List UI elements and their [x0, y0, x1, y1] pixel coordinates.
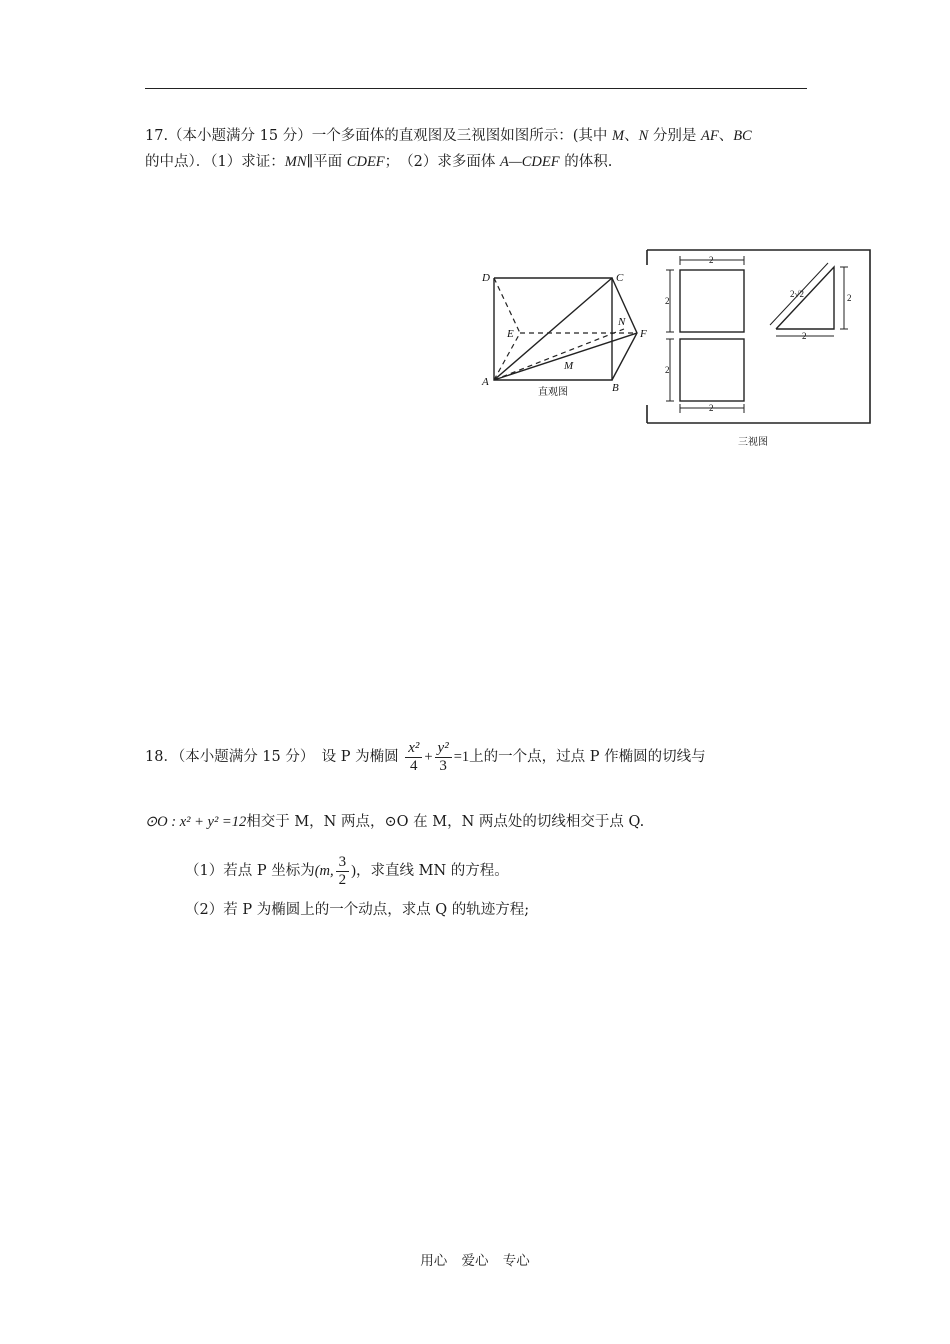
svg-text:2: 2 — [802, 331, 807, 341]
svg-text:2: 2 — [665, 365, 670, 375]
point-E: E — [507, 328, 514, 340]
svg-text:2√2: 2√2 — [790, 289, 804, 299]
point-C: C — [616, 272, 624, 284]
q18-line1: 18．（本小题满分 15 分） 设 P 为椭圆 $\frac{\text{x²}}{4}$ + $\frac{\text{y²}}{3}$ =1上的一个点，过点 P 作椭圆的切线与 — [145, 739, 706, 774]
svg-text:2: 2 — [709, 403, 714, 413]
q18-line2: ⊙O : x² + y² =12相交于 M，N 两点，⊙O 在 M，N 两点处的切线相交于点 Q. — [145, 814, 645, 830]
footer-word-3: 专心 — [502, 1253, 530, 1269]
direct-view-label: 直观图 — [538, 387, 568, 398]
page-footer — [0, 1249, 950, 1269]
point-B: B — [612, 382, 619, 394]
footer-word-2: 爱心 — [461, 1253, 489, 1269]
fraction-3-over-2: $\frac{3}{2}$ — [336, 854, 350, 889]
svg-text:2: 2 — [665, 296, 670, 306]
header-rule — [145, 88, 807, 89]
svg-text:2: 2 — [709, 255, 714, 265]
footer-word-1: 用心 — [420, 1253, 448, 1269]
q18-part1: （1）若点 P 坐标为(m, $\frac{3}{2}$ )，求直线 MN 的方程。 — [185, 853, 509, 888]
point-D: D — [482, 272, 490, 284]
q17-line1: 17.（本小题满分 15 分）一个多面体的直观图及三视图如图所示：(其中 M、N 分别是 AF、BC — [145, 128, 752, 144]
svg-text:2: 2 — [847, 293, 852, 303]
point-M: M — [564, 360, 574, 372]
q17-line2: 的中点）．（1）求证：MN∥平面 CDEF； （2）求多面体 A—CDEF 的体积. — [145, 154, 613, 170]
q18-part2: （2）若 P 为椭圆上的一个动点，求点 Q 的轨迹方程; — [185, 902, 530, 918]
three-view-label: 三视图 — [738, 437, 768, 448]
point-F: F — [640, 328, 647, 340]
point-N: N — [618, 316, 626, 328]
polyhedron-figure — [472, 245, 876, 455]
fraction-x2-over-4: $\frac{\text{x²}}{4}$ — [405, 740, 422, 775]
point-A: A — [482, 376, 489, 388]
fraction-y2-over-3: $\frac{\text{y²}}{3}$ — [435, 740, 452, 775]
